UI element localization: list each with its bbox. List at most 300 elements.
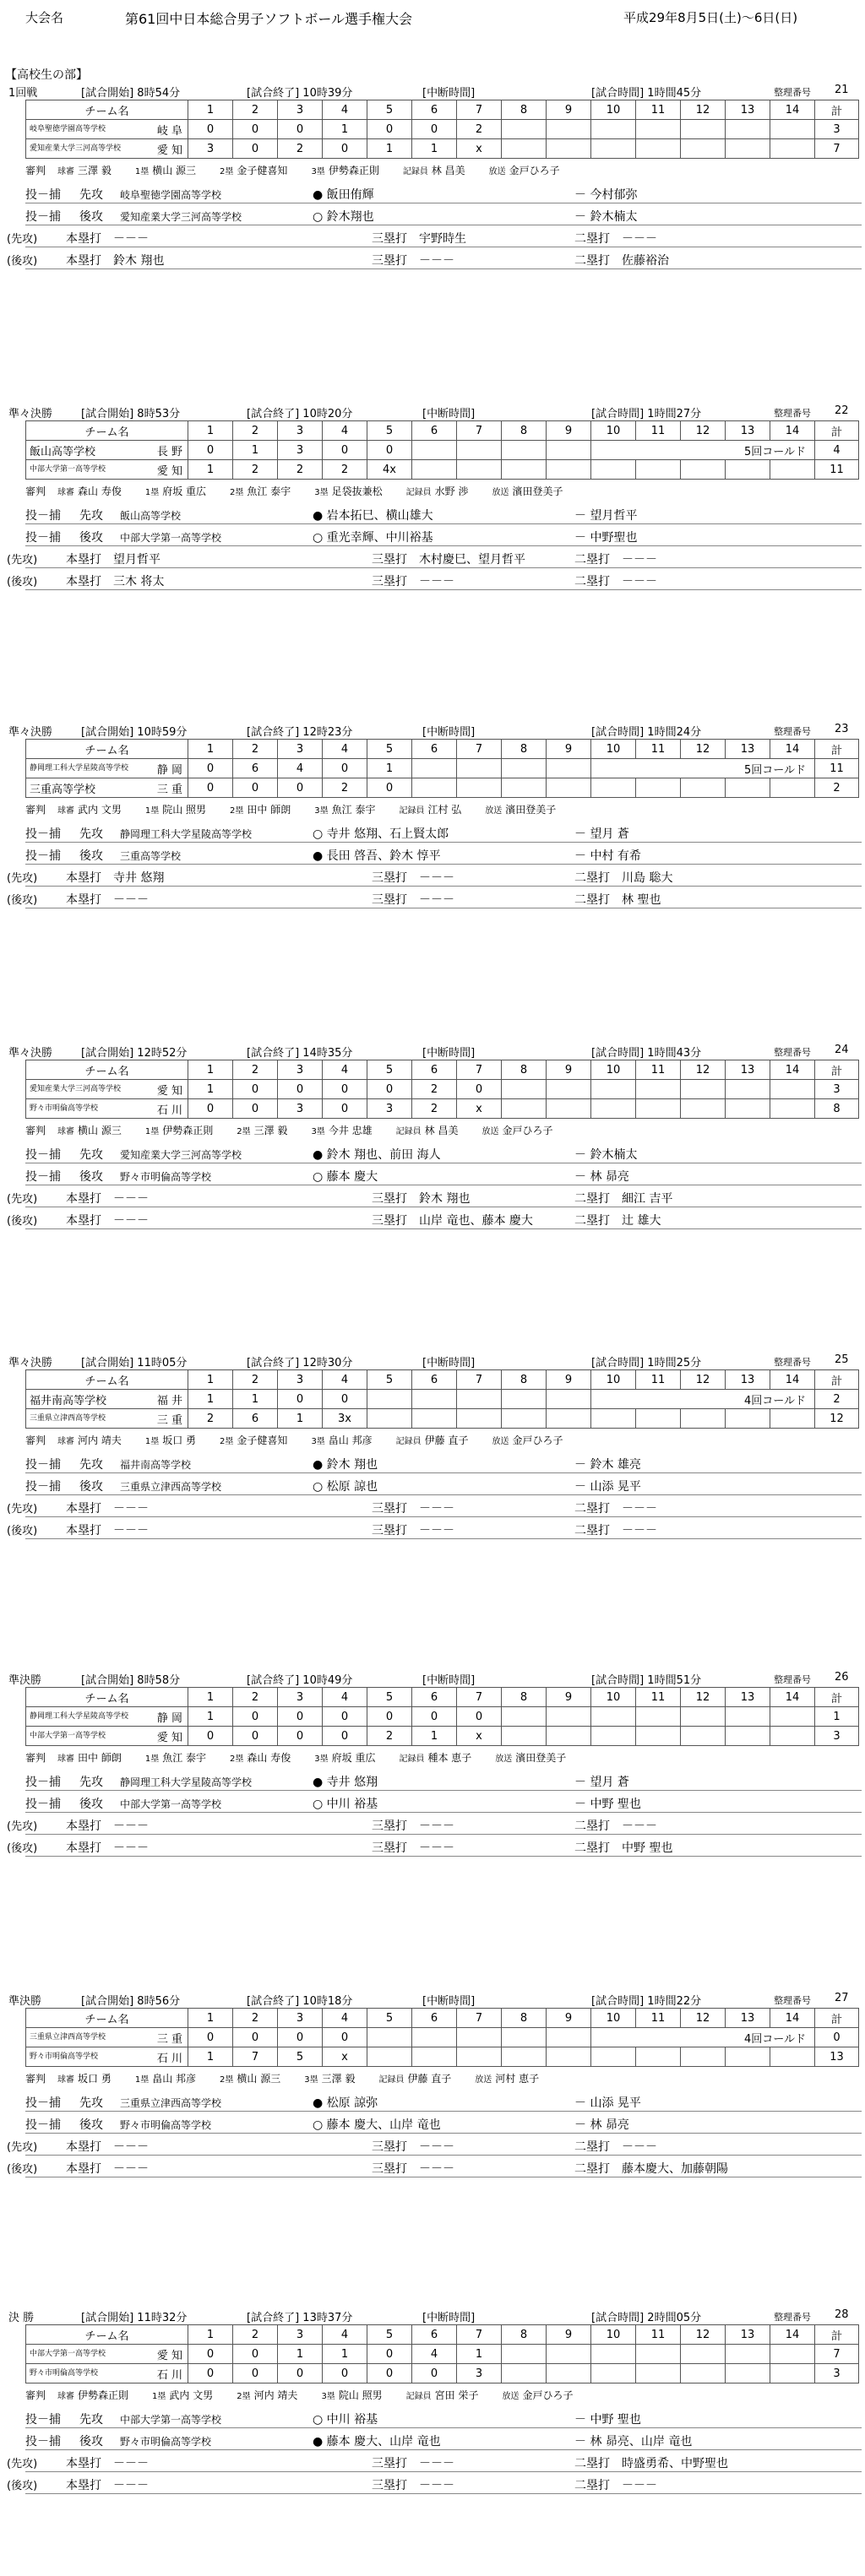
announcer: 放送 河村 恵子 [475, 2073, 540, 2085]
home-runs: 本塁打 －－－ [66, 2140, 149, 2154]
suspension-time: [中断時間] [422, 1047, 476, 1060]
team-prefecture: 愛 知 [156, 464, 182, 478]
inning-header: 11 [636, 1370, 681, 1390]
catcher: － 鈴木楠太 [574, 1148, 638, 1162]
inning-score: 0 [323, 1390, 367, 1409]
inning-score: 1 [233, 1390, 278, 1409]
inning-header: 7 [457, 421, 502, 441]
catcher: － 鈴木楠太 [574, 210, 638, 224]
second-base-umpire: 2塁 金子健喜知 [220, 165, 288, 176]
plate-umpire: 球審 武内 文男 [57, 804, 122, 816]
announcer: 放送 濱田登美子 [485, 804, 557, 816]
inning-score [726, 778, 770, 798]
inning-header: 4 [323, 421, 367, 441]
result-mark: ○ [313, 1480, 324, 1494]
home-runs: 本塁打 －－－ [66, 2457, 149, 2470]
team-name: 三重県立津西高等学校 [30, 2032, 106, 2042]
team-row [26, 2028, 859, 2047]
score-header-row [26, 740, 859, 759]
catcher: － 中村 有希 [574, 849, 641, 863]
hits-line [7, 1518, 862, 1539]
inning-score [770, 1099, 815, 1119]
inning-header: 2 [233, 1370, 278, 1390]
team-cell [26, 441, 188, 460]
game-duration: [試合時間] 1時間27分 [591, 408, 702, 420]
score-header-row [26, 2325, 859, 2345]
battery-line [25, 1474, 862, 1495]
score-table [25, 1687, 859, 1746]
battery-line [25, 843, 862, 865]
total-header: 計 [815, 1370, 859, 1390]
result-mark: ○ [313, 1798, 324, 1811]
start-time: [試合開始] 11時32分 [81, 2312, 188, 2324]
inning-score [502, 2364, 547, 2383]
number-label: 整理番号 [774, 87, 811, 98]
inning-score: 0 [188, 120, 233, 139]
team-row [26, 1390, 859, 1409]
third-base-umpire: 3塁 魚江 泰宇 [314, 804, 376, 816]
triples: 三塁打 木村慶巳、望月哲平 [372, 553, 525, 567]
inning-score [770, 1080, 815, 1099]
inning-header: 12 [681, 2009, 726, 2028]
doubles: 二塁打 中野 聖也 [574, 1841, 673, 1855]
inning-score [412, 441, 457, 460]
inning-header: 9 [547, 1688, 591, 1707]
inning-score [726, 2047, 770, 2067]
team-row [26, 120, 859, 139]
end-time: [試合終了] 10時20分 [247, 408, 353, 420]
team-header: チーム名 [26, 100, 188, 120]
second-base-umpire: 2塁 河内 靖夫 [237, 2389, 298, 2401]
inning-score: 1 [278, 2345, 323, 2364]
inning-score: 2 [188, 1409, 233, 1429]
battery-school: 岐阜聖徳学園高等学校 [120, 189, 222, 201]
inning-header: 7 [457, 1370, 502, 1390]
inning-score: 0 [233, 1099, 278, 1119]
inning-score [502, 2345, 547, 2364]
game-duration: [試合時間] 2時間05分 [591, 2312, 702, 2324]
inning-score: 1 [188, 2047, 233, 2067]
battery-school: 中部大学第一高等学校 [120, 1798, 222, 1810]
inning-score [681, 1409, 726, 1429]
inning-score [681, 1099, 726, 1119]
inning-header: 11 [636, 1688, 681, 1707]
hits-line [7, 2451, 862, 2472]
inning-header: 3 [278, 740, 323, 759]
team-header: チーム名 [26, 421, 188, 441]
side-label: (後攻) [7, 1842, 38, 1855]
inning-header: 13 [726, 2009, 770, 2028]
team-prefecture: 石 川 [156, 1104, 182, 1117]
inning-header: 4 [323, 2325, 367, 2345]
inning-score [547, 460, 591, 480]
game-number: 21 [835, 84, 849, 96]
inning-header: 4 [323, 100, 367, 120]
total-score: 11 [815, 759, 859, 778]
inning-score [367, 1409, 412, 1429]
catcher: － 望月 蒼 [574, 1776, 629, 1789]
batting-order: 先攻 [79, 509, 103, 523]
doubles: 二塁打 林 聖也 [574, 893, 661, 907]
third-base-umpire: 3塁 畠山 邦彦 [311, 1434, 373, 1446]
team-row [26, 1707, 859, 1727]
doubles: 二塁打 －－－ [574, 1502, 657, 1516]
team-cell [26, 2028, 188, 2047]
batting-order: 後攻 [79, 1480, 103, 1494]
battery-label: 投－捕 [25, 531, 61, 545]
end-time: [試合終了] 10時18分 [247, 1995, 353, 2008]
team-name: 静岡理工科大学星陵高等学校 [30, 763, 129, 773]
called-game-note: 5回コールド [591, 441, 815, 460]
pitcher: ● 藤本 慶大、山岸 竜也 [313, 2435, 441, 2449]
inning-header: 3 [278, 1370, 323, 1390]
team-cell [26, 2345, 188, 2364]
doubles: 二塁打 －－－ [574, 2140, 657, 2154]
inning-score: 1 [412, 1727, 457, 1746]
team-prefecture: 愛 知 [156, 1084, 182, 1098]
start-time: [試合開始] 11時05分 [81, 1357, 188, 1369]
batting-order: 先攻 [79, 1776, 103, 1789]
inning-header: 7 [457, 100, 502, 120]
result-mark: ● [313, 1148, 324, 1162]
inning-header: 12 [681, 1370, 726, 1390]
inning-score [547, 2364, 591, 2383]
inning-score [457, 778, 502, 798]
inning-header: 5 [367, 1060, 412, 1080]
team-cell [26, 1080, 188, 1099]
team-row [26, 778, 859, 798]
called-game-note: 4回コールド [591, 2028, 815, 2047]
team-row [26, 759, 859, 778]
end-time: [試合終了] 10時39分 [247, 87, 353, 100]
division-title: 【高校生の部】 [5, 68, 88, 82]
inning-score: 0 [278, 1727, 323, 1746]
umpire-label: 審判 [25, 1752, 46, 1764]
umpire-line [25, 1123, 862, 1137]
battery-school: 野々市明倫高等学校 [120, 1171, 212, 1183]
battery-line [25, 1792, 862, 1813]
second-base-umpire: 2塁 田中 師朗 [230, 804, 291, 816]
home-runs: 本塁打 －－－ [66, 1524, 149, 1537]
inning-score: 0 [233, 2345, 278, 2364]
doubles: 二塁打 －－－ [574, 1524, 657, 1537]
inning-score [547, 139, 591, 159]
inning-score [591, 778, 636, 798]
scorer: 記録員 林 昌美 [395, 1125, 459, 1136]
catcher: － 中野 聖也 [574, 1798, 641, 1811]
inning-score: 0 [323, 1080, 367, 1099]
inning-score [547, 1409, 591, 1429]
inning-score: 6 [233, 759, 278, 778]
umpire-label: 審判 [25, 2389, 46, 2401]
game-header [0, 81, 865, 100]
game-number: 26 [835, 1671, 849, 1684]
inning-score: 0 [323, 1707, 367, 1727]
start-time: [試合開始] 8時53分 [81, 408, 181, 420]
battery-school: 中部大学第一高等学校 [120, 2414, 222, 2426]
score-table [25, 1369, 859, 1429]
battery-school: 野々市明倫高等学校 [120, 2119, 212, 2131]
scorer: 記録員 林 昌美 [402, 165, 465, 176]
second-base-umpire: 2塁 森山 寿俊 [230, 1752, 291, 1764]
hits-line [7, 1836, 862, 1857]
umpire-line [25, 2071, 862, 2085]
home-runs: 本塁打 －－－ [66, 1502, 149, 1516]
triples: 三塁打 －－－ [372, 2479, 454, 2492]
second-base-umpire: 2塁 金子健喜知 [220, 1434, 288, 1446]
game-number: 24 [835, 1044, 849, 1056]
plate-umpire: 球審 田中 師朗 [57, 1752, 122, 1764]
inning-header: 13 [726, 740, 770, 759]
pitcher: ● 鈴木 翔也 [313, 1458, 378, 1472]
inning-score: 0 [278, 2028, 323, 2047]
score-table [25, 2008, 859, 2067]
hits-line [7, 569, 862, 590]
number-label: 整理番号 [774, 1357, 811, 1368]
inning-header: 5 [367, 2009, 412, 2028]
inning-score [726, 1080, 770, 1099]
inning-score [547, 441, 591, 460]
inning-score [367, 2047, 412, 2067]
inning-header: 1 [188, 2325, 233, 2345]
battery-label: 投－捕 [25, 1170, 61, 1184]
inning-header: 14 [770, 1688, 815, 1707]
inning-header: 8 [502, 2009, 547, 2028]
team-cell [26, 139, 188, 159]
inning-score [591, 1080, 636, 1099]
inning-score [412, 759, 457, 778]
third-base-umpire: 3塁 足袋抜兼松 [314, 485, 383, 497]
inning-score: 3 [367, 1099, 412, 1119]
inning-score [547, 1727, 591, 1746]
inning-score [770, 2047, 815, 2067]
inning-score: 5 [278, 2047, 323, 2067]
pitcher: ● 寺井 悠翔 [313, 1776, 378, 1789]
inning-header: 2 [233, 1060, 278, 1080]
pitcher: ○ 鈴木翔也 [313, 210, 374, 224]
result-mark: ● [313, 849, 324, 863]
result-mark: ● [313, 1776, 324, 1789]
triples: 三塁打 宇野時生 [372, 232, 466, 246]
inning-score: 0 [188, 1727, 233, 1746]
side-label: (後攻) [7, 2480, 38, 2492]
inning-score: 1 [323, 120, 367, 139]
score-header-row [26, 2009, 859, 2028]
umpire-label: 審判 [25, 804, 46, 816]
inning-score: 0 [233, 1707, 278, 1727]
inning-score [591, 2345, 636, 2364]
inning-score: 0 [278, 120, 323, 139]
inning-header: 4 [323, 1688, 367, 1707]
battery-school: 三重高等学校 [120, 850, 182, 862]
round: 準々決勝 [8, 1047, 53, 1060]
batting-order: 先攻 [79, 1148, 103, 1162]
doubles: 二塁打 －－－ [574, 232, 657, 246]
catcher: － 鈴木 雄亮 [574, 1458, 641, 1472]
game-block [0, 81, 865, 351]
round: 準々決勝 [8, 1357, 53, 1369]
triples: 三塁打 －－－ [372, 2457, 454, 2470]
inning-score: x [457, 1099, 502, 1119]
inning-header: 9 [547, 2325, 591, 2345]
inning-score: 0 [188, 2345, 233, 2364]
inning-score: 0 [412, 1707, 457, 1727]
battery-school: 愛知産業大学三河高等学校 [120, 1149, 242, 1161]
home-runs: 本塁打 三木 将太 [66, 575, 165, 588]
batting-order: 後攻 [79, 2118, 103, 2132]
inning-score: 0 [323, 2028, 367, 2047]
inning-score [726, 139, 770, 159]
inning-score [726, 1707, 770, 1727]
inning-header: 11 [636, 2325, 681, 2345]
inning-score [547, 2345, 591, 2364]
triples: 三塁打 鈴木 翔也 [372, 1192, 471, 1206]
scorer: 記録員 水野 渉 [405, 485, 469, 497]
inning-score [636, 2047, 681, 2067]
game-number: 23 [835, 723, 849, 735]
umpire-line [25, 802, 862, 816]
inning-score [457, 460, 502, 480]
team-prefecture: 愛 知 [156, 1731, 182, 1744]
suspension-time: [中断時間] [422, 1995, 476, 2008]
inning-score [412, 1390, 457, 1409]
side-label: (先攻) [7, 233, 38, 246]
inning-score: 0 [278, 1707, 323, 1727]
side-label: (後攻) [7, 1525, 38, 1537]
inning-score [636, 1409, 681, 1429]
game-header [0, 720, 865, 739]
umpire-label: 審判 [25, 2073, 46, 2085]
inning-header: 13 [726, 1060, 770, 1080]
battery-school: 三重県立津西高等学校 [120, 1481, 222, 1493]
battery-school: 野々市明倫高等学校 [120, 2436, 212, 2448]
inning-score [502, 759, 547, 778]
umpire-line [25, 163, 862, 177]
inning-header: 2 [233, 2325, 278, 2345]
inning-score [636, 460, 681, 480]
team-prefecture: 三 重 [156, 783, 182, 796]
inning-score: 1 [367, 759, 412, 778]
battery-label: 投－捕 [25, 1148, 61, 1162]
hits-line [7, 2156, 862, 2177]
triples: 三塁打 －－－ [372, 1502, 454, 1516]
game-block [0, 1041, 865, 1311]
total-header: 計 [815, 1060, 859, 1080]
result-mark: ● [313, 509, 324, 523]
side-label: (先攻) [7, 1820, 38, 1833]
inning-score: 0 [323, 2364, 367, 2383]
inning-header: 3 [278, 421, 323, 441]
inning-header: 8 [502, 740, 547, 759]
inning-header: 5 [367, 100, 412, 120]
inning-score [502, 1707, 547, 1727]
inning-score [547, 120, 591, 139]
game-number: 22 [835, 404, 849, 417]
total-score: 2 [815, 1390, 859, 1409]
inning-header: 4 [323, 740, 367, 759]
inning-header: 1 [188, 740, 233, 759]
batting-order: 先攻 [79, 188, 103, 202]
number-label: 整理番号 [774, 1047, 811, 1058]
umpire-line [25, 2388, 862, 2402]
inning-score [770, 1727, 815, 1746]
batting-order: 後攻 [79, 210, 103, 224]
inning-score [591, 1409, 636, 1429]
score-header-row [26, 421, 859, 441]
side-label: (後攻) [7, 255, 38, 268]
score-table [25, 1060, 859, 1119]
inning-header: 2 [233, 740, 278, 759]
team-cell [26, 1707, 188, 1727]
hits-line [7, 1496, 862, 1517]
battery-line [25, 182, 862, 203]
inning-header: 6 [412, 1688, 457, 1707]
inning-score: 3 [188, 139, 233, 159]
inning-score [367, 1390, 412, 1409]
inning-header: 12 [681, 740, 726, 759]
hits-line [7, 226, 862, 247]
umpire-label: 審判 [25, 485, 46, 497]
end-time: [試合終了] 12時30分 [247, 1357, 353, 1369]
total-score: 7 [815, 139, 859, 159]
scorer: 記録員 伊藤 直子 [395, 1434, 469, 1446]
home-runs: 本塁打 －－－ [66, 893, 149, 907]
home-runs: 本塁打 －－－ [66, 232, 149, 246]
pitcher: ○ 寺井 悠翔、石上賢太郎 [313, 827, 449, 841]
batting-order: 先攻 [79, 827, 103, 841]
side-label: (先攻) [7, 554, 38, 567]
second-base-umpire: 2塁 魚江 泰宇 [230, 485, 291, 497]
hits-line [7, 887, 862, 908]
team-name: 野々市明倫高等学校 [30, 2052, 99, 2061]
inning-header: 1 [188, 1370, 233, 1390]
inning-score: 3 [278, 441, 323, 460]
team-cell [26, 759, 188, 778]
hits-line [7, 1208, 862, 1229]
inning-score [412, 2028, 457, 2047]
inning-score: 0 [367, 778, 412, 798]
umpire-line [25, 1750, 862, 1765]
battery-line [25, 1164, 862, 1185]
inning-score: x [457, 139, 502, 159]
inning-header: 7 [457, 1060, 502, 1080]
inning-score [591, 1099, 636, 1119]
inning-score: 0 [457, 1707, 502, 1727]
inning-score: 2 [233, 460, 278, 480]
inning-score: 0 [233, 2364, 278, 2383]
pitcher: ○ 藤本 慶大、山岸 竜也 [313, 2118, 441, 2132]
game-header [0, 402, 865, 420]
inning-header: 12 [681, 421, 726, 441]
inning-score [770, 2345, 815, 2364]
score-table [25, 2324, 859, 2383]
inning-header: 10 [591, 1688, 636, 1707]
team-name: 中部大学第一高等学校 [30, 2349, 106, 2358]
inning-score [681, 1727, 726, 1746]
inning-score: 0 [188, 2028, 233, 2047]
team-prefecture: 石 川 [156, 2052, 182, 2065]
inning-header: 11 [636, 740, 681, 759]
inning-header: 8 [502, 100, 547, 120]
inning-header: 14 [770, 100, 815, 120]
battery-line [25, 2091, 862, 2112]
result-mark: ○ [313, 2118, 324, 2132]
team-name: 中部大学第一高等学校 [30, 464, 106, 474]
inning-score: 0 [233, 1080, 278, 1099]
team-cell [26, 2364, 188, 2383]
team-name: 愛知産業大学三河高等学校 [30, 144, 122, 153]
side-label: (後攻) [7, 1215, 38, 1228]
